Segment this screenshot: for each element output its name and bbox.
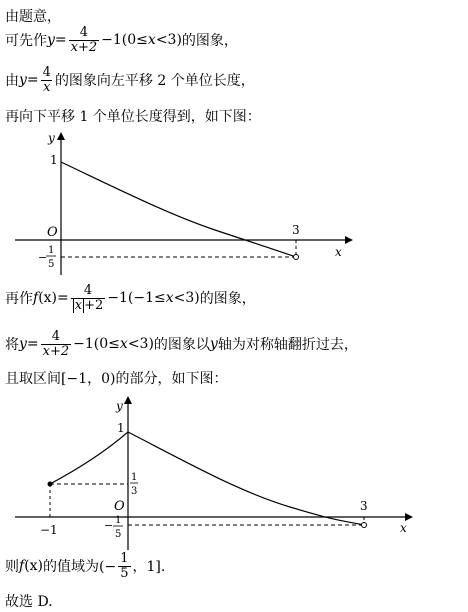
shift-fraction xyxy=(41,66,53,94)
step1-equals: = xyxy=(54,32,67,49)
graph-1 xyxy=(0,130,468,280)
shift-equals: = xyxy=(26,72,39,89)
range-suffix: ，1]. xyxy=(132,559,166,576)
reflect-frac-num: 4 xyxy=(51,329,61,344)
range-frac-den: 5 xyxy=(120,565,129,581)
step1-suffix: 的图象， xyxy=(181,33,238,50)
shift-frac-num: 4 xyxy=(42,65,51,80)
define-f-frac-den xyxy=(71,298,106,313)
reflect-line xyxy=(5,330,358,358)
g1-tick-3: 3 xyxy=(292,223,300,237)
reflect-prefix: 将 xyxy=(5,337,19,354)
reflect-var-x: x xyxy=(119,336,128,353)
reflect-frac-den: x+2 xyxy=(42,343,70,359)
step1-fraction xyxy=(69,26,100,54)
range-frac-num: 1 xyxy=(120,551,129,566)
g1-x-arrow xyxy=(345,236,353,244)
intro-text: 由题意， xyxy=(5,9,61,25)
g1-open-point xyxy=(294,255,299,260)
range-fraction xyxy=(118,552,130,580)
step1-frac-den: x+2 xyxy=(70,39,98,55)
g1-x-label: x xyxy=(335,245,342,259)
step1-rest: −1(0≤ xyxy=(101,32,148,49)
range-line xyxy=(5,552,165,580)
reflect-mid: 的图象以 xyxy=(153,337,210,354)
reflect-rest: −1(0≤ xyxy=(73,336,120,353)
reflect-axis-y: y xyxy=(209,336,218,353)
g2-x-label: x xyxy=(400,521,407,535)
shift-down-text: 再向下平移 1 个单位长度得到，如下图： xyxy=(5,109,261,125)
g2-left-curve xyxy=(50,432,128,484)
define-f-frac-num: 4 xyxy=(83,283,93,298)
interval-text: 且取区间[−1，0)的部分，如下图： xyxy=(5,371,228,387)
g1-frac-den: 5 xyxy=(48,259,55,270)
g1-y-arrow xyxy=(57,132,65,140)
define-f-den-rest: +2 xyxy=(84,297,104,313)
define-f-var-x: x xyxy=(165,290,174,307)
g1-origin-label: O xyxy=(47,225,58,240)
step1-var-y: y xyxy=(47,32,55,49)
define-f-fraction xyxy=(71,284,106,312)
g2-origin-label: O xyxy=(114,499,125,514)
shift-suffix: 的图象向左平移 2 个单位长度， xyxy=(54,73,255,90)
step1-var-x: x xyxy=(147,32,156,49)
interval-line xyxy=(5,368,227,388)
define-f-rest: −1(−1≤ xyxy=(107,290,166,307)
g2-x-arrow xyxy=(405,513,413,521)
step1-line xyxy=(5,26,238,54)
intro-line xyxy=(5,6,61,26)
answer-line xyxy=(5,591,53,611)
shift-prefix: 由 xyxy=(5,73,19,90)
g2-third-num: 1 xyxy=(131,472,138,483)
g2-frac-num: 1 xyxy=(115,515,122,526)
g1-y-label: y xyxy=(48,131,55,145)
range-f-arg: (x) xyxy=(24,558,44,575)
shift-frac-den: x xyxy=(43,79,51,95)
g2-tick-3: 3 xyxy=(360,499,368,513)
shift-line xyxy=(5,66,255,94)
shift-down-line xyxy=(5,106,261,126)
g2-tick-1: 1 xyxy=(117,421,125,435)
define-f-bound: <3) xyxy=(173,290,200,307)
g1-frac-num: 1 xyxy=(48,245,55,256)
reflect-var-y: y xyxy=(19,336,27,353)
g2-y-label: y xyxy=(116,399,123,413)
define-f-arg: (x) xyxy=(38,290,58,307)
define-f-equals: = xyxy=(57,290,69,307)
g2-neg-sign: − xyxy=(104,519,114,532)
define-f-prefix: 再作 xyxy=(5,291,33,308)
reflect-suffix: 轴为对称轴翻折过去， xyxy=(217,337,358,354)
g2-open-point xyxy=(362,523,367,528)
reflect-bound: <3) xyxy=(127,336,154,353)
step1-bound: <3) xyxy=(155,32,182,49)
g1-neg-sign: − xyxy=(38,251,48,264)
g2-third-den: 3 xyxy=(131,486,138,497)
range-prefix: 则 xyxy=(5,559,19,576)
g1-tick-1: 1 xyxy=(50,153,58,167)
g2-frac-den: 5 xyxy=(115,529,122,540)
define-f-suffix: 的图象， xyxy=(199,291,256,308)
g1-curve xyxy=(61,162,296,257)
answer-text: 故选 D. xyxy=(5,594,53,610)
range-f-name: f xyxy=(19,558,25,575)
g2-right-curve xyxy=(128,432,364,525)
graph-2 xyxy=(0,392,468,552)
range-mid: 的值域为(− xyxy=(43,559,117,576)
g2-tick-neg1: −1 xyxy=(40,523,58,537)
reflect-equals: = xyxy=(26,336,39,353)
shift-var-y: y xyxy=(19,72,27,89)
step1-prefix: 可先作 xyxy=(5,33,47,50)
define-f-line xyxy=(5,284,256,312)
define-f-abs-x: x xyxy=(74,297,83,313)
define-f-name: f xyxy=(33,290,39,307)
reflect-fraction xyxy=(41,330,72,358)
step1-frac-num: 4 xyxy=(79,25,89,40)
g2-y-arrow xyxy=(124,396,132,404)
